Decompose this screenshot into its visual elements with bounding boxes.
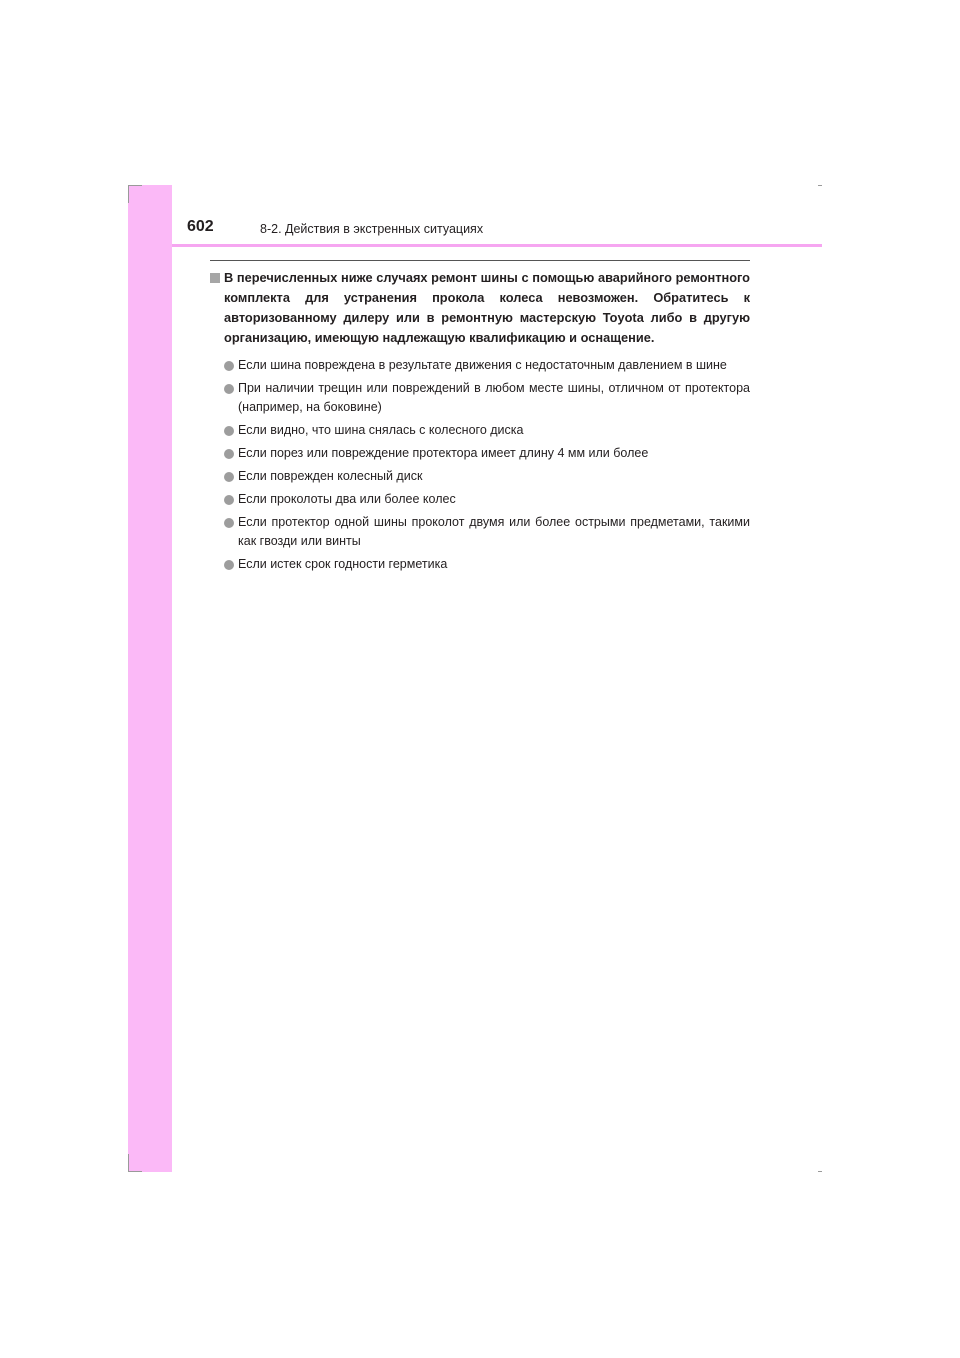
crop-mark-top-left-h <box>128 185 142 186</box>
list-item <box>210 356 750 375</box>
chapter-side-tab <box>128 185 172 1172</box>
list-item <box>210 513 750 551</box>
section-title: 8-2. Действия в экстренных ситуациях <box>260 222 484 236</box>
crop-mark-bottom-right <box>818 1171 822 1172</box>
circle-bullet-icon <box>224 495 234 505</box>
list-item-text: Если поврежден колесный диск <box>238 469 423 483</box>
list-item <box>210 490 750 509</box>
list-item-text: Если видно, что шина снялась с колесного диска <box>238 423 524 437</box>
crop-mark-top-left-v <box>128 185 129 203</box>
list-item-text: Если истек срок годности герметика <box>238 557 448 571</box>
list-item <box>210 379 750 417</box>
page-header <box>172 212 822 244</box>
circle-bullet-icon <box>224 518 234 528</box>
list-item <box>210 421 750 440</box>
list-item <box>210 444 750 463</box>
circle-bullet-icon <box>224 361 234 371</box>
circle-bullet-icon <box>224 560 234 570</box>
circle-bullet-icon <box>224 426 234 436</box>
list-item <box>210 467 750 486</box>
crop-mark-bottom-left-h <box>128 1171 142 1172</box>
crop-mark-top-right <box>818 185 822 186</box>
list-item-text: Если протектор одной шины проколот двумя или более острыми предметами, такими как гвозди или винты <box>238 515 750 548</box>
section-heading-text: В перечисленных ниже случаях ремонт шины с помощью аварийного ремонтного комплекта для устранения прокола колеса невозможен. Обратитесь к авторизованному дилеру или в ремонтную мастерскую Toyota либо в другую организацию, имеющую надлежащую квалификацию и оснащение. <box>224 270 750 345</box>
square-bullet-icon <box>210 273 220 283</box>
content-divider <box>210 260 750 261</box>
list-item-text: При наличии трещин или повреждений в любом месте шины, отличном от протектора (например, на боковине) <box>238 381 750 414</box>
list-item-text: Если шина повреждена в результате движения с недостаточным давлением в шине <box>238 358 727 372</box>
content-block <box>210 268 750 578</box>
page-number: 602 <box>187 218 214 235</box>
section-heading <box>210 268 750 348</box>
list-item-text: Если проколоты два или более колес <box>238 492 456 506</box>
header-divider <box>172 244 822 247</box>
circle-bullet-icon <box>224 449 234 459</box>
list-item <box>210 555 750 574</box>
circle-bullet-icon <box>224 384 234 394</box>
circle-bullet-icon <box>224 472 234 482</box>
list-item-text: Если порез или повреждение протектора имеет длину 4 мм или более <box>238 446 649 460</box>
crop-mark-bottom-left-v <box>128 1154 129 1172</box>
condition-list <box>210 356 750 574</box>
